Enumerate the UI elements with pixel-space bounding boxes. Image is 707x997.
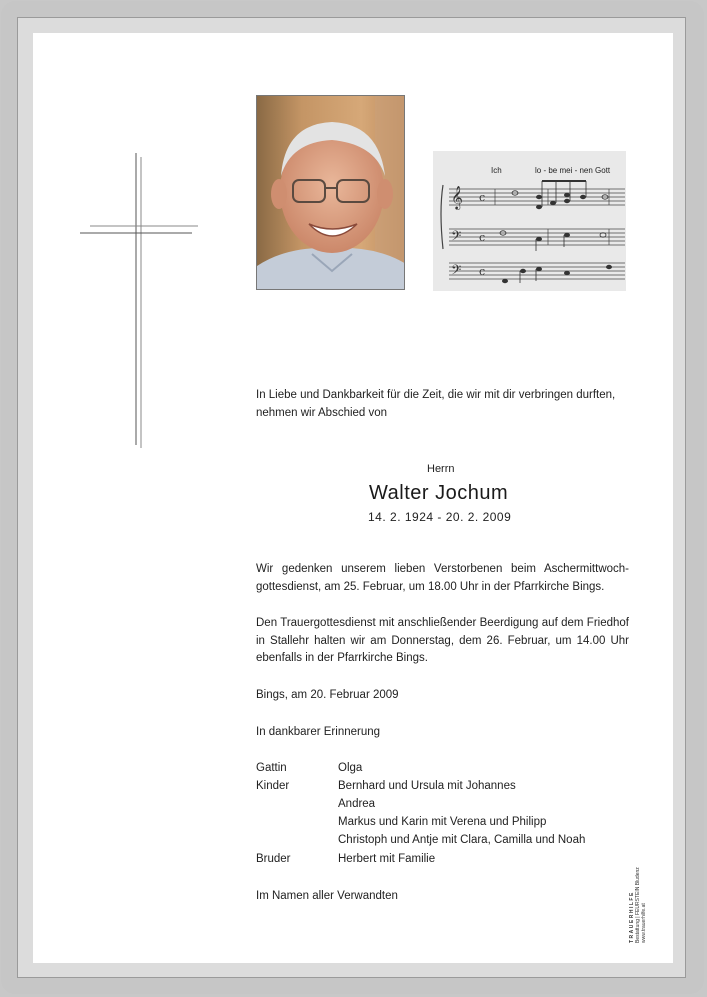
salutation: Herrn bbox=[427, 463, 455, 475]
relative-name: Olga bbox=[338, 762, 363, 774]
intro-text: In Liebe und Dankbarkeit für die Zeit, die wir mit dir verbringen durften, nehmen wir Abschied von bbox=[256, 389, 616, 419]
music-lyric-2: lo - be mei - nen Gott bbox=[535, 166, 611, 175]
portrait-graphic bbox=[257, 96, 405, 290]
imprint-website: www.trauerhilfe.at bbox=[641, 903, 647, 943]
paragraph-funeral: Den Trauergottesdienst mit anschließender Beerdigung auf dem Friedhof in Stallehr halten wir am Donnerstag, dem 26. Februar, um 14.00 Uhr ebenfalls in der Pfarrkirche Bings. bbox=[256, 617, 629, 664]
svg-text:c: c bbox=[479, 191, 486, 204]
imprint-line-1: Bestattung bbox=[635, 919, 641, 943]
imprint-brand: TRAUERHILFE bbox=[629, 891, 635, 943]
sheet-music-image bbox=[433, 151, 626, 291]
relative-label-spouse: Gattin bbox=[256, 762, 287, 774]
place-date: Bings, am 20. Februar 2009 bbox=[256, 689, 399, 701]
relative-name: Andrea bbox=[338, 798, 376, 810]
svg-text:𝄢: 𝄢 bbox=[451, 262, 462, 281]
cross-icon bbox=[80, 153, 198, 448]
svg-text:c: c bbox=[479, 265, 486, 278]
relative-name: Herbert mit Familie bbox=[338, 853, 436, 865]
paragraph-memorial-service: Wir gedenken unserem lieben Verstorbenen beim Aschermittwoch-gottesdienst, am 25. Februar, um 18.00 Uhr in der Pfarrkirche Bings. bbox=[256, 563, 629, 593]
obituary-page bbox=[33, 33, 673, 963]
deceased-name: Walter Jochum bbox=[369, 482, 509, 504]
relative-label-brother: Bruder bbox=[256, 853, 291, 865]
relative-name: Christoph und Antje mit Clara, Camilla und Noah bbox=[338, 834, 586, 846]
relative-name: Markus und Karin mit Verena und Philipp bbox=[338, 816, 547, 828]
gratitude-line: In dankbarer Erinnerung bbox=[256, 726, 381, 738]
svg-text:𝄞: 𝄞 bbox=[451, 185, 463, 209]
closing-line: Im Namen aller Verwandten bbox=[256, 890, 398, 902]
svg-text:𝄢: 𝄢 bbox=[451, 228, 462, 247]
imprint-line-2: FEURSTEIN Bludenz bbox=[635, 867, 641, 916]
relative-name: Bernhard und Ursula mit Johannes bbox=[338, 780, 516, 792]
svg-text:c: c bbox=[479, 231, 486, 244]
relative-label-children: Kinder bbox=[256, 780, 290, 792]
music-lyric-1: Ich bbox=[491, 166, 502, 175]
life-dates: 14. 2. 1924 - 20. 2. 2009 bbox=[368, 510, 512, 524]
portrait-photo bbox=[256, 95, 405, 290]
publisher-imprint: TRAUERHILFE Bestattung | FEURSTEIN Bludenz www.trauerhilfe.at bbox=[629, 867, 647, 943]
